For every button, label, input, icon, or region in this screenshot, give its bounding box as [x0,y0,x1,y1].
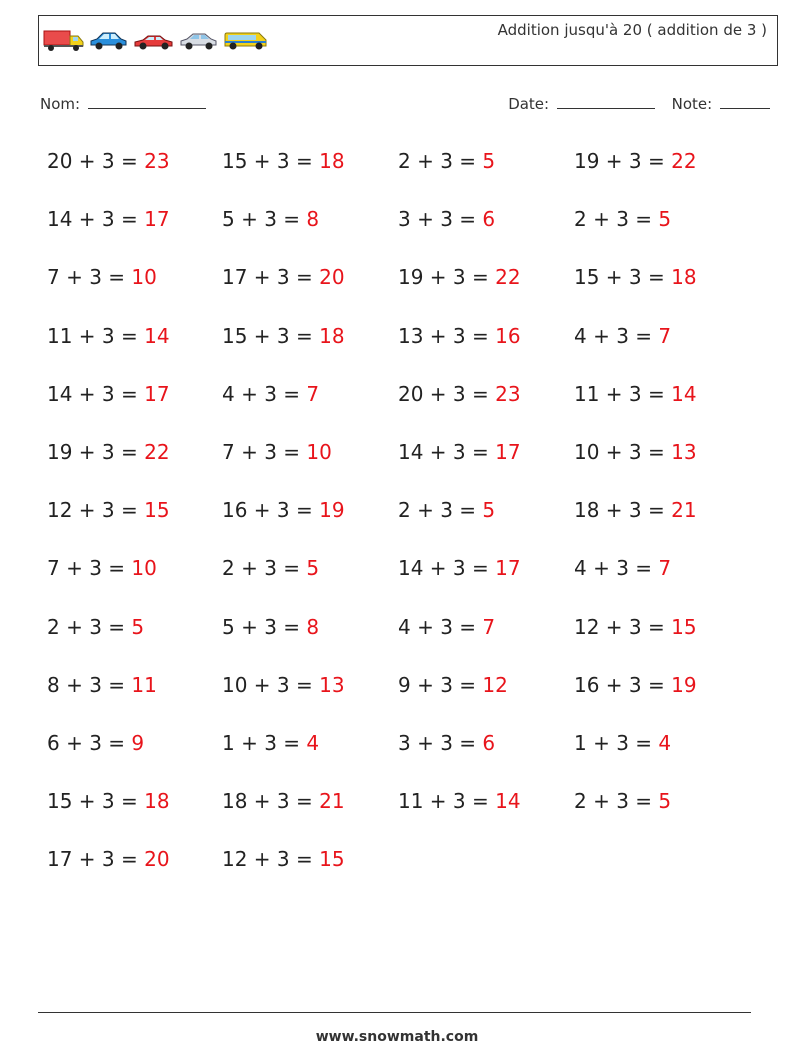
silver-car-icon [178,30,220,52]
problem-item [47,307,222,365]
problem-question: 14 + 3 = [47,207,145,232]
problem-item [398,132,574,190]
problem-answer: 23 [144,149,170,173]
problem-item [222,365,398,423]
problem-answer: 5 [131,614,145,639]
problem-item [574,656,750,714]
problem-question: 18 + 3 = [574,498,672,523]
problem-answer: 6 [482,207,496,232]
problem-question: 2 + 3 = [398,149,483,173]
problem-question: 14 + 3 = [398,556,496,581]
problem-question: 3 + 3 = [398,207,483,232]
problem-answer: 5 [306,556,320,581]
problem-item [574,481,750,539]
problem-item [574,307,750,365]
problem-question: 5 + 3 = [222,207,307,232]
problem-item [574,772,750,830]
problem-item [398,714,574,772]
problem-answer: 6 [482,730,496,755]
problem-answer: 21 [319,789,345,814]
problem-item [47,132,222,190]
problem-question: 6 + 3 = [47,730,132,755]
problem-question: 20 + 3 = [47,149,145,173]
problem-item [222,307,398,365]
problem-answer: 18 [319,323,345,348]
name-field [40,94,206,113]
problem-answer: 22 [671,149,697,173]
problem-answer: 4 [306,730,320,755]
problem-answer: 14 [671,381,697,406]
problem-question: 4 + 3 = [222,381,307,406]
problem-answer: 18 [144,789,170,814]
problem-answer: 10 [306,439,332,464]
problem-question: 11 + 3 = [47,323,145,348]
problem-item [398,365,574,423]
problem-question: 19 + 3 = [47,439,145,464]
problem-answer: 15 [671,614,697,639]
problem-answer: 8 [306,614,320,639]
problem-answer: 10 [131,556,157,581]
problem-item [222,714,398,772]
problem-answer: 14 [144,323,170,348]
date-blank [557,94,655,109]
problem-question: 20 + 3 = [398,381,496,406]
problem-question: 18 + 3 = [222,789,320,814]
footer-url: www.snowmath.com [315,1029,479,1045]
grade-label: Note: [671,95,713,113]
problem-answer: 17 [144,381,170,406]
problem-question: 19 + 3 = [398,265,496,290]
worksheet-header [38,15,778,66]
red-truck-icon [43,30,85,52]
problem-question: 17 + 3 = [222,265,320,290]
problem-item [222,423,398,481]
problem-answer: 7 [658,556,672,581]
problem-question: 8 + 3 = [47,672,132,697]
problem-question: 15 + 3 = [47,789,145,814]
problem-item [574,132,750,190]
problem-question: 1 + 3 = [574,730,659,755]
problem-answer: 17 [144,207,170,232]
problem-item [398,423,574,481]
problem-question: 2 + 3 = [222,556,307,581]
problem-answer: 5 [658,789,672,814]
problem-answer: 10 [131,265,157,290]
problem-item [47,365,222,423]
problem-item [47,539,222,597]
problem-answer: 11 [131,672,157,697]
blue-car-icon [88,30,130,52]
problem-item [222,481,398,539]
footer-divider [38,1012,751,1013]
problem-answer: 4 [658,730,672,755]
problem-answer: 18 [319,149,345,173]
problem-item [398,772,574,830]
problem-question: 3 + 3 = [398,730,483,755]
problem-question: 14 + 3 = [398,439,496,464]
problem-item [222,539,398,597]
problem-item [47,248,222,306]
problem-question: 2 + 3 = [47,614,132,639]
problem-item [47,656,222,714]
problem-item [222,190,398,248]
problem-question: 12 + 3 = [222,847,320,872]
problem-answer: 22 [495,265,521,290]
problem-item [574,190,750,248]
problem-item [574,365,750,423]
yellow-van-icon [223,30,269,52]
problem-question: 10 + 3 = [222,672,320,697]
problem-question: 9 + 3 = [398,672,483,697]
problem-question: 11 + 3 = [574,381,672,406]
problem-question: 14 + 3 = [47,381,145,406]
problem-item [574,248,750,306]
problem-answer: 17 [495,439,521,464]
problem-item [574,598,750,656]
problem-question: 2 + 3 = [574,207,659,232]
problem-answer: 5 [658,207,672,232]
problem-item [47,772,222,830]
problem-item [398,481,574,539]
problem-item [398,656,574,714]
problem-item [398,248,574,306]
problem-item [222,772,398,830]
problem-item [47,598,222,656]
date-grade-fields [508,94,770,113]
problem-answer: 12 [482,672,508,697]
problem-answer: 7 [306,381,320,406]
problem-answer: 15 [144,498,170,523]
problem-grid [47,132,750,888]
problem-item [574,539,750,597]
problem-item [47,830,222,888]
problem-item [222,132,398,190]
problem-item [47,423,222,481]
problem-answer: 13 [319,672,345,697]
problem-question: 15 + 3 = [222,149,320,173]
name-blank [88,94,206,109]
problem-item [47,481,222,539]
problem-question: 4 + 3 = [574,556,659,581]
problem-question: 2 + 3 = [574,789,659,814]
worksheet-title: Addition jusqu'à 20 ( addition de 3 ) [497,21,767,39]
problem-answer: 17 [495,556,521,581]
problem-answer: 8 [306,207,320,232]
problem-answer: 15 [319,847,345,872]
problem-answer: 7 [482,614,496,639]
problem-question: 11 + 3 = [398,789,496,814]
problem-question: 12 + 3 = [574,614,672,639]
date-label: Date: [508,95,550,113]
problem-answer: 13 [671,439,697,464]
problem-item [398,539,574,597]
problem-question: 2 + 3 = [398,498,483,523]
problem-question: 5 + 3 = [222,614,307,639]
problem-question: 12 + 3 = [47,498,145,523]
problem-answer: 5 [482,498,496,523]
vehicle-icons [43,30,269,52]
problem-question: 7 + 3 = [222,439,307,464]
problem-item [222,830,398,888]
red-car-icon [133,30,175,52]
problem-answer: 7 [658,323,672,348]
problem-item [574,714,750,772]
problem-answer: 23 [495,381,521,406]
problem-answer: 20 [144,847,170,872]
problem-item [222,248,398,306]
problem-item [222,656,398,714]
problem-item [398,307,574,365]
problem-question: 4 + 3 = [574,323,659,348]
problem-question: 13 + 3 = [398,323,496,348]
problem-question: 15 + 3 = [222,323,320,348]
problem-question: 7 + 3 = [47,556,132,581]
problem-answer: 20 [319,265,345,290]
problem-answer: 21 [671,498,697,523]
problem-question: 1 + 3 = [222,730,307,755]
problem-answer: 19 [319,498,345,523]
problem-item [47,190,222,248]
problem-answer: 5 [482,149,496,173]
problem-question: 19 + 3 = [574,149,672,173]
problem-answer: 19 [671,672,697,697]
problem-item [222,598,398,656]
problem-answer: 18 [671,265,697,290]
problem-answer: 14 [495,789,521,814]
problem-answer: 16 [495,323,521,348]
problem-item [47,714,222,772]
grade-blank [720,94,770,109]
problem-item [398,190,574,248]
problem-question: 10 + 3 = [574,439,672,464]
problem-item [574,423,750,481]
problem-question: 15 + 3 = [574,265,672,290]
problem-item [398,598,574,656]
problem-question: 16 + 3 = [574,672,672,697]
problem-question: 17 + 3 = [47,847,145,872]
problem-answer: 9 [131,730,145,755]
problem-question: 16 + 3 = [222,498,320,523]
problem-answer: 22 [144,439,170,464]
problem-question: 7 + 3 = [47,265,132,290]
name-label: Nom: [40,95,81,113]
problem-question: 4 + 3 = [398,614,483,639]
